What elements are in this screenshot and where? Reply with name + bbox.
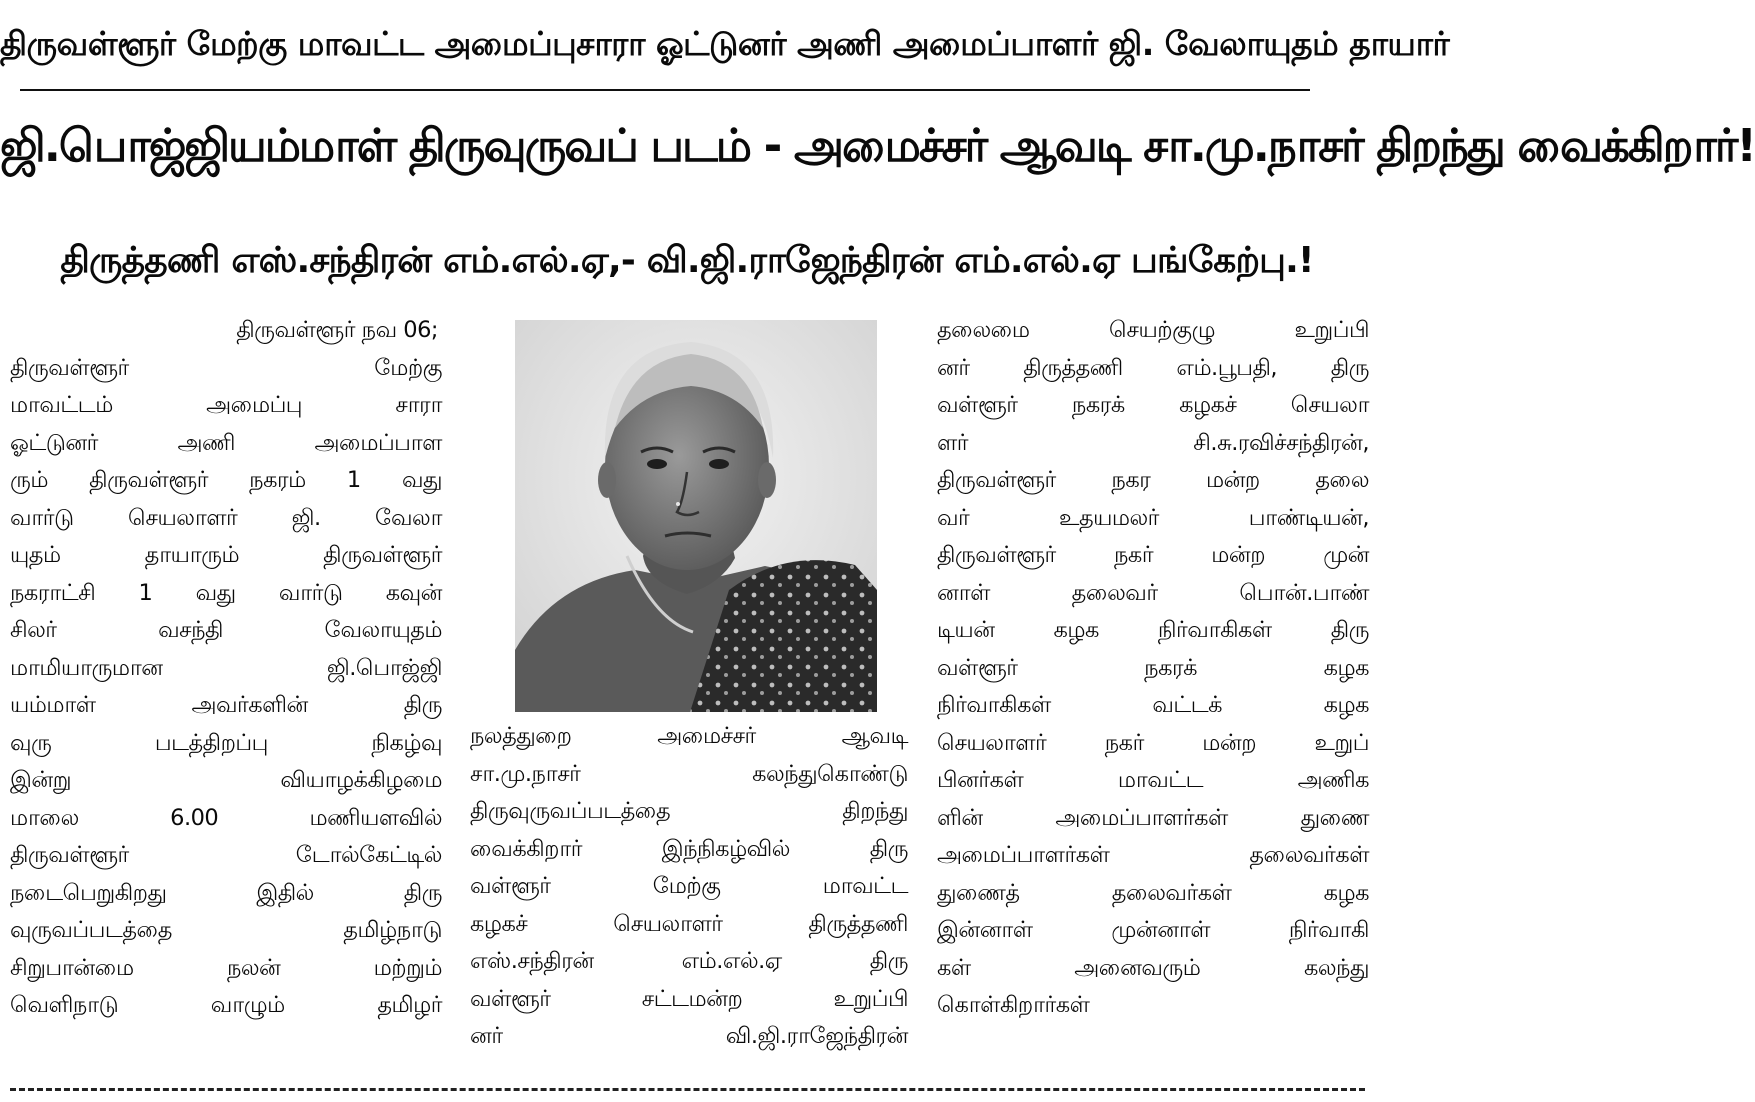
body-line: சா.மு.நாசர் கலந்துகொண்டு <box>470 760 908 787</box>
body-line: இன்னாள் முன்னாள் நிர்வாகி <box>937 917 1369 943</box>
body-line: கழகச் செயலாளர் திருத்தணி <box>470 910 908 937</box>
body-line: திருவள்ளூர் டோல்கேட்டில் <box>10 842 442 868</box>
footer-dashed-rule <box>10 1088 1365 1091</box>
article-headline: ஜி.பொஜ்ஜியம்மாள் திருவுருவப் படம் - அமைச்சர் ஆவடி சா.மு.நாசர் திறந்து வைக்கிறார்! <box>0 119 1755 172</box>
article-subhead: திருத்தணி எஸ்.சந்திரன் எம்.எல்.ஏ,- வி.ஜி.ராஜேந்திரன் எம்.எல்.ஏ பங்கேற்பு.! <box>60 240 1314 281</box>
body-line: சிலர் வசந்தி வேலாயுதம் <box>10 617 442 643</box>
body-line: வள்ளூர் நகரக் கழக <box>937 654 1369 681</box>
body-line: எஸ்.சந்திரன் எம்.எல்.ஏ திரு <box>470 948 908 974</box>
body-line: நடைபெறுகிறது இதில் திரு <box>10 879 442 906</box>
body-line: வுரு படத்திறப்பு நிகழ்வு <box>10 729 442 756</box>
body-column-left <box>10 312 442 1025</box>
body-line: னர் வி.ஜி.ராஜேந்திரன் <box>470 1023 908 1049</box>
body-line: தலைமை செயற்குழு உறுப்பி <box>937 317 1369 343</box>
body-line: பினர்கள் மாவட்ட அணிக <box>937 767 1369 793</box>
portrait-photo <box>515 320 877 712</box>
body-line: ஓட்டுனர் அணி அமைப்பாள <box>10 429 442 456</box>
body-line: யம்மாள் அவர்களின் திரு <box>10 692 442 718</box>
body-line: துணைத் தலைவர்கள் கழக <box>937 879 1369 906</box>
body-line: வள்ளூர் நகரக் கழகச் செயலா <box>937 392 1369 418</box>
body-line: செயலாளர் நகர் மன்ற உறுப் <box>937 729 1369 756</box>
body-line: நலத்துறை அமைச்சர் ஆவடி <box>470 723 908 749</box>
body-line: மாலை 6.00 மணியளவில் <box>10 804 442 831</box>
body-line: வள்ளூர் மேற்கு மாவட்ட <box>470 873 908 899</box>
body-column-middle <box>470 718 908 1056</box>
body-line: திருவள்ளூர் மேற்கு <box>10 354 442 381</box>
body-line: வார்டு செயலாளர் ஜி. வேலா <box>10 504 442 531</box>
body-line: அமைப்பாளர்கள் தலைவர்கள் <box>937 842 1369 868</box>
body-line: ளர் சி.சு.ரவிச்சந்திரன், <box>937 429 1369 456</box>
body-line: கள் அனைவரும் கலந்து <box>937 954 1369 981</box>
body-column-right <box>937 312 1369 1025</box>
body-line: சிறுபான்மை நலன் மற்றும் <box>10 954 442 981</box>
header-rule <box>20 89 1310 91</box>
body-line: வைக்கிறார் இந்நிகழ்வில் திரு <box>470 835 908 862</box>
body-line: ளின் அமைப்பாளர்கள் துணை <box>937 804 1369 831</box>
body-line: மாவட்டம் அமைப்பு சாரா <box>10 392 442 418</box>
body-line: திருவள்ளூர் நவ 06; <box>236 317 438 343</box>
body-line: திருவள்ளூர் நகர மன்ற தலை <box>937 467 1369 493</box>
body-line: வர் உதயமலர் பாண்டியன், <box>937 504 1369 531</box>
body-line: னர் திருத்தணி எம்.பூபதி, திரு <box>937 354 1369 381</box>
portrait-photo-icon <box>515 320 877 712</box>
body-line: திருவள்ளூர் நகர் மன்ற முன் <box>937 542 1369 568</box>
body-line: ரும் திருவள்ளூர் நகரம் 1 வது <box>10 467 442 493</box>
body-line: மாமியாருமான ஜி.பொஜ்ஜி <box>10 654 442 681</box>
body-line: நகராட்சி 1 வது வார்டு கவுன் <box>10 579 442 606</box>
body-line: நிர்வாகிகள் வட்டக் கழக <box>937 692 1369 718</box>
body-line: வள்ளூர் சட்டமன்ற உறுப்பி <box>470 985 908 1012</box>
body-line: வெளிநாடு வாழும் தமிழர் <box>10 992 442 1018</box>
body-line: யுதம் தாயாரும் திருவள்ளூர் <box>10 542 442 568</box>
body-line: கொள்கிறார்கள் <box>937 992 1090 1018</box>
body-line: இன்று வியாழக்கிழமை <box>10 767 442 793</box>
body-line: னாள் தலைவர் பொன்.பாண் <box>937 579 1369 606</box>
body-line: டியன் கழக நிர்வாகிகள் திரு <box>937 617 1369 643</box>
body-line: திருவுருவப்படத்தை திறந்து <box>470 798 908 824</box>
article-kicker: திருவள்ளூர் மேற்கு மாவட்ட அமைப்புசாரா ஓட்டுனர் அணி அமைப்பாளர் ஜி. வேலாயுதம் தாயார் <box>0 24 1450 63</box>
body-line: வுருவப்படத்தை தமிழ்நாடு <box>10 917 442 943</box>
